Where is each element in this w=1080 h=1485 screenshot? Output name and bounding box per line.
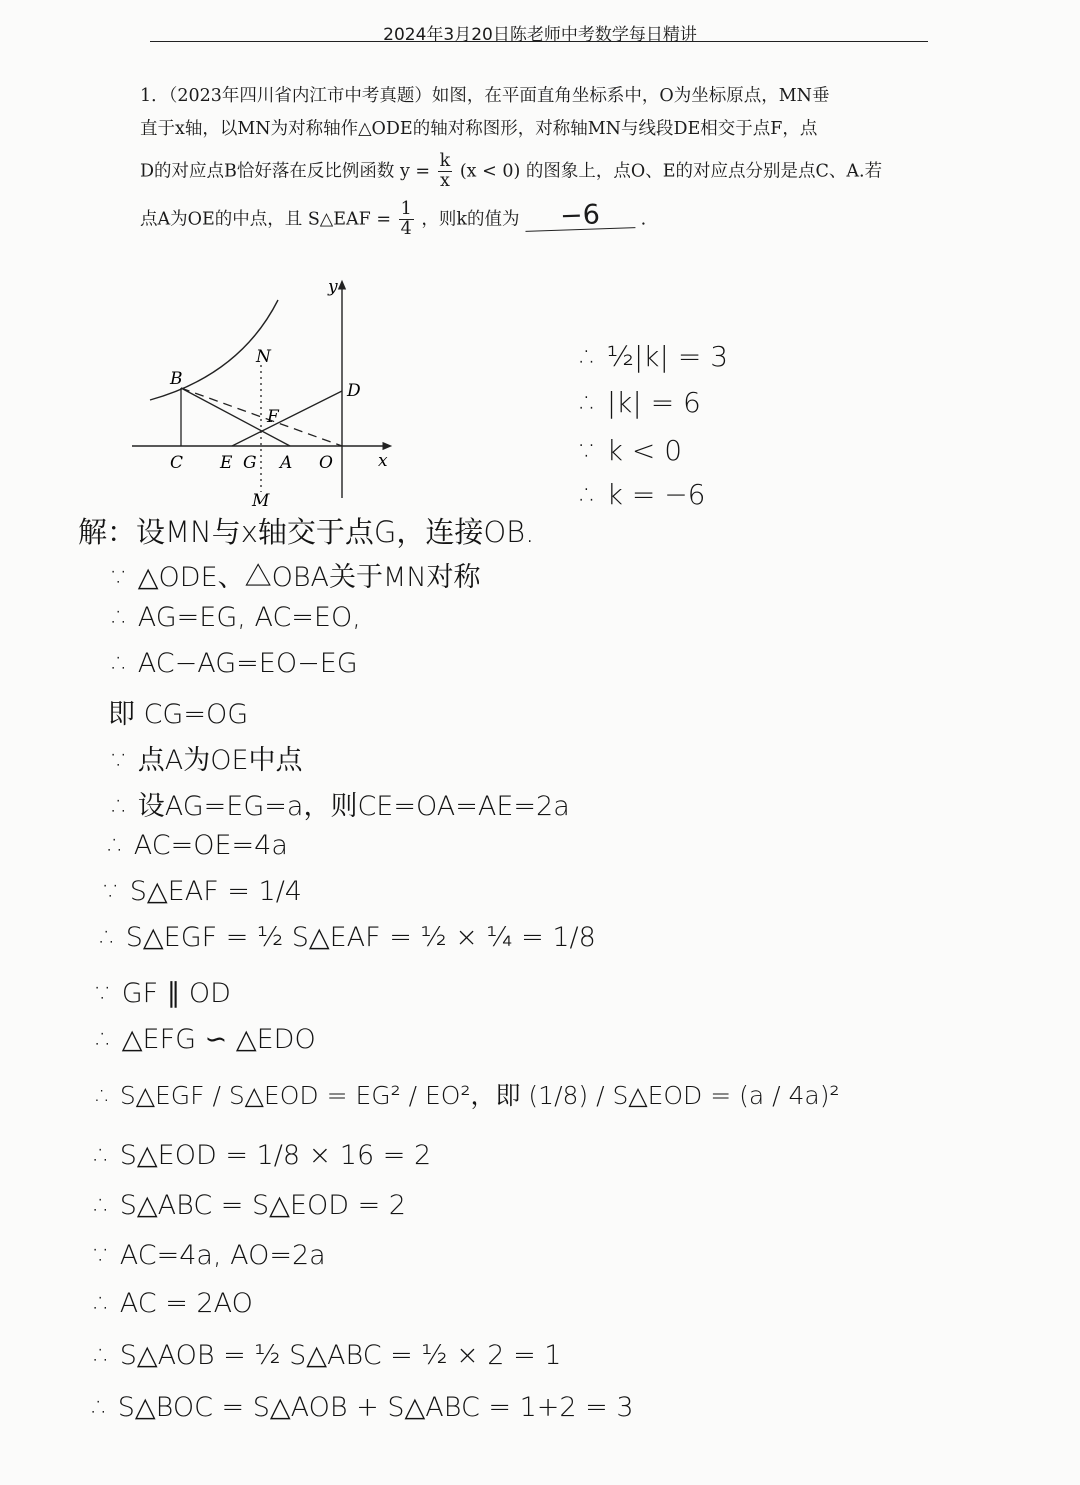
fraction-denominator: x xyxy=(440,171,450,192)
note-line: ∴ ½|k| = 3 xyxy=(580,340,729,373)
solution-line: 即 CG=OG xyxy=(108,699,249,730)
label-N: N xyxy=(256,347,271,367)
solution-line: ∴ AC = 2AO xyxy=(94,1288,253,1319)
problem-line-3-text-b: (x < 0) 的图象上，点O、E的对应点分别是点C、A.若 xyxy=(459,161,883,182)
fraction-one-quarter xyxy=(399,200,414,240)
solution-line: ∵ S△EAF = 1/4 xyxy=(104,876,302,907)
solution-line: ∴ S△ABC = S△EOD = 2 xyxy=(94,1190,406,1221)
problem-line-4-text-a: 点A为OE的中点，且 S△EAF = xyxy=(140,208,392,229)
solution-line: ∴ 设AG=EG=a，则CE=OA=AE=2a xyxy=(112,791,570,822)
segment-ED xyxy=(232,391,342,446)
solution-line: ∵ GF ∥ OD xyxy=(96,978,231,1009)
problem-line-3-text-a: D的对应点B恰好落在反比例函数 y = xyxy=(140,161,431,182)
header-rule xyxy=(150,41,928,42)
problem-line-3 xyxy=(140,152,930,192)
label-D: D xyxy=(347,381,361,401)
problem-statement xyxy=(140,80,930,239)
label-B: B xyxy=(170,369,183,389)
note-line: ∵ k < 0 xyxy=(580,434,683,467)
fraction-k-over-x xyxy=(438,152,453,192)
problem-line-4 xyxy=(140,200,930,240)
label-E: E xyxy=(220,453,233,473)
problem-line-4-text-b: ，则k的值为 xyxy=(421,208,520,229)
page-header: 2024年3月20日陈老师中考数学每日精讲 xyxy=(383,25,697,45)
solution-line: ∵ △ODE、△OBA关于MN对称 xyxy=(112,562,481,593)
label-G: G xyxy=(243,453,257,473)
note-line: ∴ k = −6 xyxy=(580,478,706,511)
solution-line: ∴ S△EOD = 1/8 × 16 = 2 xyxy=(94,1140,432,1171)
solution-line: ∴ AG=EG, AC=EO, xyxy=(112,602,361,633)
solution-line: ∴ S△BOC = S△AOB + S△ABC = 1+2 = 3 xyxy=(92,1392,634,1423)
problem-line-4-end: . xyxy=(640,208,647,229)
label-x: x xyxy=(378,451,388,471)
solution-line: 解：设MN与x轴交于点G，连接OB. xyxy=(78,515,535,549)
label-F: F xyxy=(267,407,279,427)
label-O: O xyxy=(319,453,333,473)
label-M: M xyxy=(252,491,270,510)
solution-line: ∴ S△AOB = ½ S△ABC = ½ × 2 = 1 xyxy=(94,1340,562,1371)
fraction-numerator: 1 xyxy=(400,198,412,219)
label-y: y xyxy=(328,277,338,297)
problem-line-2: 直于x轴，以MN为对称轴作△ODE的轴对称图形，对称轴MN与线段DE相交于点F，点 xyxy=(140,119,818,139)
coordinate-figure xyxy=(120,270,420,510)
fraction-numerator: k xyxy=(439,151,451,171)
solution-line: ∴ △EFG ∽ △EDO xyxy=(96,1024,316,1055)
solution-line: ∴ S△EGF / S△EOD = EG² / EO²，即 (1/8) / S△EOD = (a / 4a)² xyxy=(96,1081,840,1110)
problem-line-1: 1．（2023年四川省内江市中考真题）如图，在平面直角坐标系中，O为坐标原点，MN垂 xyxy=(140,86,830,106)
solution-line: ∴ S△EGF = ½ S△EAF = ½ × ¼ = 1/8 xyxy=(100,922,596,953)
label-A: A xyxy=(280,453,293,473)
solution-line: ∴ AC−AG=EO−EG xyxy=(112,648,358,679)
fraction-denominator: 4 xyxy=(400,218,412,239)
label-C: C xyxy=(170,453,184,473)
solution-line: ∵ AC=4a, AO=2a xyxy=(94,1240,326,1271)
answer-blank: −6 xyxy=(525,201,636,232)
solution-line: ∴ AC=OE=4a xyxy=(108,830,288,861)
solution-line: ∵ 点A为OE中点 xyxy=(112,745,303,776)
note-line: ∴ |k| = 6 xyxy=(580,386,701,419)
